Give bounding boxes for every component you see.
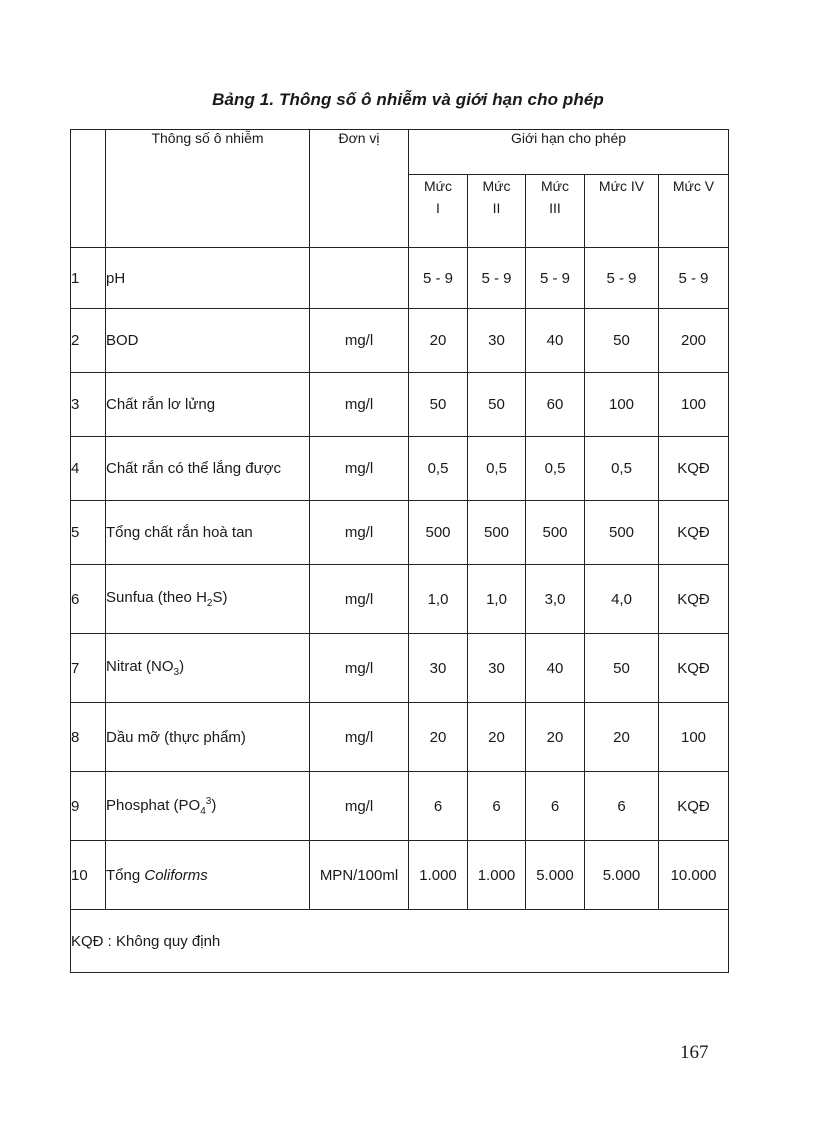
parameter-name	[106, 841, 310, 910]
limit-level-1: 1,0	[409, 565, 468, 634]
level-1-line1: Mức	[423, 178, 453, 194]
parameter-name-italic: Coliforms	[144, 866, 208, 884]
table-note: KQĐ : Không quy định	[71, 910, 729, 973]
limit-level-4: 5.000	[585, 841, 659, 910]
limit-level-3: 3,0	[526, 565, 585, 634]
level-3-line2: III	[549, 200, 561, 216]
parameter-name-text: Nitrat (NO	[106, 658, 174, 675]
pollution-limits-table	[70, 129, 729, 973]
parameter-name	[106, 634, 310, 703]
table-row	[71, 309, 729, 373]
limit-level-4: 0,5	[585, 437, 659, 501]
row-number: 6	[71, 565, 106, 634]
limit-level-2: 30	[468, 309, 526, 373]
limit-level-5: 200	[659, 309, 729, 373]
table-row	[71, 634, 729, 703]
limit-level-5: 5 - 9	[659, 248, 729, 309]
limit-level-1: 30	[409, 634, 468, 703]
header-stt	[71, 130, 106, 248]
limit-level-3: 0,5	[526, 437, 585, 501]
limit-level-1: 5 - 9	[409, 248, 468, 309]
level-1-line2: I	[436, 200, 440, 216]
parameter-name-tail: )	[211, 796, 217, 814]
row-number: 1	[71, 248, 106, 309]
limit-level-5: KQĐ	[659, 501, 729, 565]
limit-level-2: 30	[468, 634, 526, 703]
unit-cell: mg/l	[310, 373, 409, 437]
level-4-line1: Mức IV	[598, 178, 645, 194]
parameter-name: Chất rắn có thể lắng được	[106, 437, 310, 501]
limit-level-2: 5 - 9	[468, 248, 526, 309]
unit-cell: mg/l	[310, 309, 409, 373]
header-level-2	[468, 175, 526, 248]
header-parameter: Thông số ô nhiễm	[106, 130, 310, 248]
table-note-row	[71, 910, 729, 973]
row-number: 10	[71, 841, 106, 910]
parameter-name: pH	[106, 248, 310, 309]
parameter-name-text: Tổng	[106, 866, 145, 884]
limit-level-2: 1.000	[468, 841, 526, 910]
limit-level-4: 4,0	[585, 565, 659, 634]
limit-level-2: 1,0	[468, 565, 526, 634]
limit-level-1: 20	[409, 703, 468, 772]
limit-level-3: 5.000	[526, 841, 585, 910]
limit-level-1: 20	[409, 309, 468, 373]
limit-level-5: 100	[659, 373, 729, 437]
parameter-name: Dầu mỡ (thực phẩm)	[106, 703, 310, 772]
unit-cell: MPN/100ml	[310, 841, 409, 910]
limit-level-4: 50	[585, 634, 659, 703]
limit-level-2: 6	[468, 772, 526, 841]
header-level-3	[526, 175, 585, 248]
limit-level-1: 6	[409, 772, 468, 841]
limit-level-2: 20	[468, 703, 526, 772]
level-3-line1: Mức	[540, 178, 570, 194]
limit-level-1: 50	[409, 373, 468, 437]
limit-level-5: KQĐ	[659, 437, 729, 501]
limit-level-1: 1.000	[409, 841, 468, 910]
limit-level-1: 0,5	[409, 437, 468, 501]
formula-subscript: 4	[200, 805, 206, 817]
header-limits: Giới hạn cho phép	[409, 130, 729, 175]
limit-level-5: KQĐ	[659, 565, 729, 634]
table-caption: Bảng 1. Thông số ô nhiễm và giới hạn cho phép	[212, 90, 604, 109]
limit-level-4: 50	[585, 309, 659, 373]
limit-level-5: 100	[659, 703, 729, 772]
table-row	[71, 565, 729, 634]
limit-level-3: 40	[526, 309, 585, 373]
limit-level-3: 5 - 9	[526, 248, 585, 309]
table-row	[71, 841, 729, 910]
parameter-name-text: Phosphat (PO	[106, 796, 201, 814]
header-level-4	[585, 175, 659, 248]
row-number: 4	[71, 437, 106, 501]
limit-level-4: 20	[585, 703, 659, 772]
unit-cell: mg/l	[310, 703, 409, 772]
level-2-line2: II	[492, 200, 501, 216]
table-row	[71, 437, 729, 501]
unit-cell: mg/l	[310, 437, 409, 501]
row-number: 3	[71, 373, 106, 437]
row-number: 8	[71, 703, 106, 772]
limit-level-3: 20	[526, 703, 585, 772]
parameter-name-tail: S)	[212, 589, 228, 606]
table-row	[71, 772, 729, 841]
limit-level-5: KQĐ	[659, 772, 729, 841]
level-5-line1: Mức V	[672, 178, 715, 194]
parameter-name: Chất rắn lơ lửng	[106, 373, 310, 437]
unit-cell	[310, 248, 409, 309]
limit-level-4: 100	[585, 373, 659, 437]
parameter-name: Tổng chất rắn hoà tan	[106, 501, 310, 565]
parameter-name: BOD	[106, 309, 310, 373]
unit-cell: mg/l	[310, 565, 409, 634]
parameter-name	[106, 772, 310, 841]
header-level-5	[659, 175, 729, 248]
limit-level-3: 500	[526, 501, 585, 565]
limit-level-4: 5 - 9	[585, 248, 659, 309]
limit-level-2: 0,5	[468, 437, 526, 501]
parameter-name-tail: )	[179, 658, 185, 675]
limit-level-4: 6	[585, 772, 659, 841]
row-number: 5	[71, 501, 106, 565]
limit-level-3: 6	[526, 772, 585, 841]
limit-level-3: 40	[526, 634, 585, 703]
parameter-name-text: Sunfua (theo H	[106, 589, 207, 606]
header-unit: Đơn vị	[310, 130, 409, 248]
table-row	[71, 501, 729, 565]
row-number: 7	[71, 634, 106, 703]
table-row	[71, 373, 729, 437]
formula-subscript: 2	[206, 598, 213, 609]
formula-subscript: 3	[173, 667, 180, 678]
parameter-name	[106, 565, 310, 634]
page-number: 167	[680, 1042, 709, 1063]
unit-cell: mg/l	[310, 772, 409, 841]
table-row	[71, 248, 729, 309]
limit-level-4: 500	[585, 501, 659, 565]
limit-level-1: 500	[409, 501, 468, 565]
table-row	[71, 703, 729, 772]
limit-level-5: KQĐ	[659, 634, 729, 703]
row-number: 2	[71, 309, 106, 373]
level-2-line1: Mức	[482, 178, 511, 194]
limit-level-3: 60	[526, 373, 585, 437]
limit-level-2: 500	[468, 501, 526, 565]
limit-level-5: 10.000	[659, 841, 729, 910]
header-level-1	[409, 175, 468, 248]
unit-cell: mg/l	[310, 501, 409, 565]
limit-level-2: 50	[468, 373, 526, 437]
unit-cell: mg/l	[310, 634, 409, 703]
formula-superscript: 3	[205, 795, 212, 807]
row-number: 9	[71, 772, 106, 841]
